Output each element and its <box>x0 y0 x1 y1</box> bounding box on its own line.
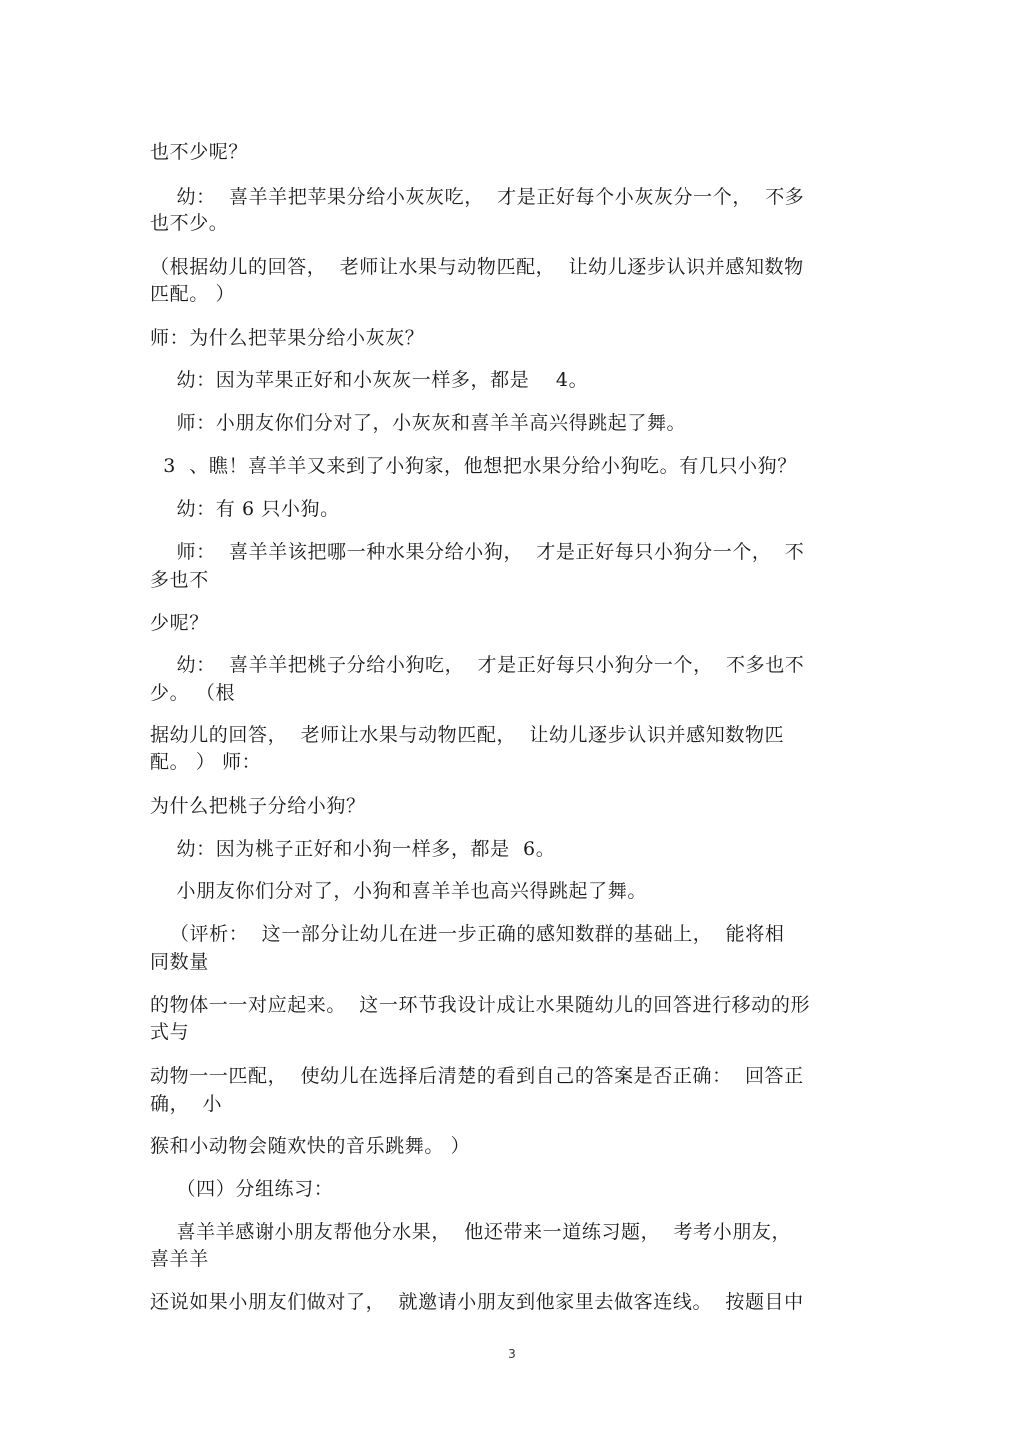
text-line: 喜羊羊 <box>150 1248 209 1270</box>
text-line: 猴和小动物会随欢快的音乐跳舞。 ） <box>150 1135 471 1157</box>
text-line: 幼： 喜羊羊把苹果分给小灰灰吃， 才是正好每个小灰灰分一个， 不多 <box>150 186 805 208</box>
text-line: （四）分组练习： <box>150 1178 334 1200</box>
text-line: 也不少呢？ <box>150 141 249 163</box>
text-line: 幼：有 6 只小狗。 <box>150 498 340 520</box>
text-line: 匹配。 ） <box>150 283 236 305</box>
text-line: 也不少。 <box>150 212 229 234</box>
text-line: 确， 小 <box>150 1093 223 1115</box>
text-line: 多也不 <box>150 569 209 591</box>
text-line: 配。 ） 师： <box>150 751 262 773</box>
text-line: 幼：因为苹果正好和小灰灰一样多，都是 4。 <box>150 369 589 391</box>
text-line: 师： 喜羊羊该把哪一种水果分给小狗， 才是正好每只小狗分一个， 不 <box>150 541 805 563</box>
text-line: 幼： 喜羊羊把桃子分给小狗吃， 才是正好每只小狗分一个， 不多也不 <box>150 654 805 676</box>
text-line: 少呢？ <box>150 612 209 634</box>
text-line: 为什么把桃子分给小狗？ <box>150 795 366 817</box>
text-line: 师：小朋友你们分对了，小灰灰和喜羊羊高兴得跳起了舞。 <box>150 412 687 434</box>
text-line: 同数量 <box>150 951 209 973</box>
text-line: 少。 （根 <box>150 682 236 704</box>
text-line: 小朋友你们分对了，小狗和喜羊羊也高兴得跳起了舞。 <box>150 880 647 902</box>
text-line: 式与 <box>150 1021 190 1043</box>
text-line: 喜羊羊感谢小朋友帮他分水果， 他还带来一道练习题， 考考小朋友， <box>150 1221 792 1243</box>
text-line: 的物体一一对应起来。 这一环节我设计成让水果随幼儿的回答进行移动的形 <box>150 994 811 1016</box>
text-line: 动物一一匹配， 使幼儿在选择后清楚的看到自己的答案是否正确： 回答正 <box>150 1065 804 1087</box>
text-line: （评析： 这一部分让幼儿在进一步正确的感知数群的基础上， 能将相 <box>150 923 785 945</box>
page-number: 3 <box>508 1347 516 1361</box>
text-line: 师：为什么把苹果分给小灰灰？ <box>150 327 425 349</box>
text-line: 3 、瞧！喜羊羊又来到了小狗家，他想把水果分给小狗吃。有几只小狗？ <box>150 455 797 477</box>
text-line: 据幼儿的回答， 老师让水果与动物匹配， 让幼儿逐步认识并感知数物匹 <box>150 724 785 746</box>
text-line: 幼：因为桃子正好和小狗一样多，都是 6。 <box>150 838 556 860</box>
text-line: 还说如果小朋友们做对了， 就邀请小朋友到他家里去做客连线。 按题目中 <box>150 1291 804 1313</box>
text-line: （根据幼儿的回答， 老师让水果与动物匹配， 让幼儿逐步认识并感知数物 <box>150 256 804 278</box>
